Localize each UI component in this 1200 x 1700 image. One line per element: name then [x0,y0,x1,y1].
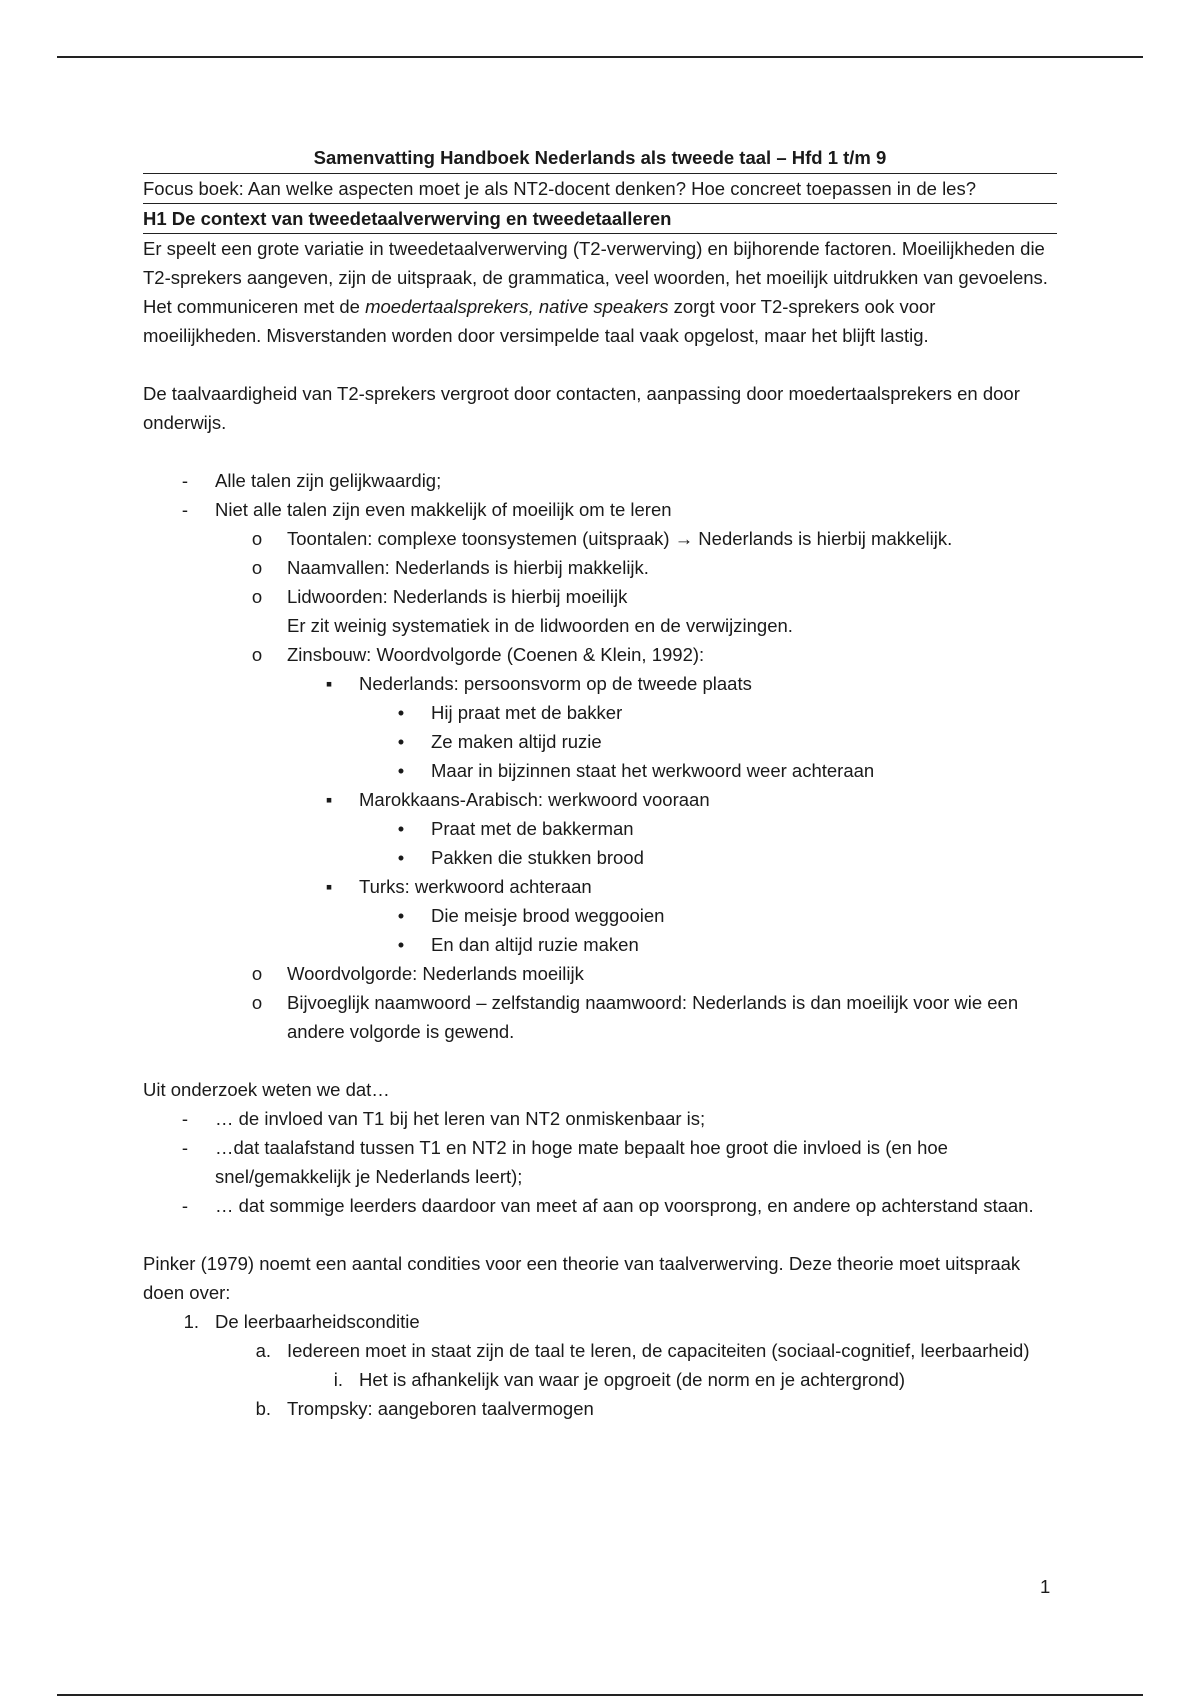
bullet-marker: • [397,818,405,839]
list-item [143,814,1057,843]
list-item [143,640,1057,669]
page-top-rule [57,56,1143,58]
dash-marker: - [181,1137,189,1158]
list-item [143,988,1057,1046]
list-item-text: Hij praat met de bakker [431,702,623,723]
languages-list [143,466,1057,1046]
research-list [143,1104,1057,1220]
list-item-text: Maar in bijzinnen staat het werkwoord weer achteraan [431,760,875,781]
list-item-text: Praat met de bakkerman [431,818,634,839]
dash-marker: - [181,1108,189,1129]
list-item-text: Het is afhankelijk van waar je opgroeit (de norm en je achtergrond) [359,1369,906,1390]
list-item [143,495,1057,524]
list-item [143,901,1057,930]
list-item [143,553,1057,582]
number-marker: 1. [183,1311,199,1332]
list-item-text: Bijvoeglijk naamwoord – zelfstandig naamwoord: Nederlands is dan moeilijk voor wie een andere volgorde is gewend. [287,992,1019,1042]
dash-marker: - [181,470,189,491]
list-item-text: Turks: werkwoord achteraan [359,876,592,897]
list-item [143,756,1057,785]
list-item [143,466,1057,495]
pinker-list [143,1307,1057,1423]
circle-marker: o [251,586,263,607]
dash-marker: - [181,499,189,520]
list-item-text: Niet alle talen zijn even makkelijk of moeilijk om te leren [215,499,672,520]
list-item-text: Alle talen zijn gelijkwaardig; [215,470,442,491]
list-item [143,843,1057,872]
list-item-text: … dat sommige leerders daardoor van meet af aan op voorsprong, en andere op achterstand staan. [215,1195,1034,1216]
list-item-text: Ze maken altijd ruzie [431,731,602,752]
research-intro: Uit onderzoek weten we dat… [143,1079,390,1100]
list-item [143,1365,1057,1394]
list-item-text: Pakken die stukken brood [431,847,644,868]
pinker-intro: Pinker (1979) noemt een aantal condities voor een theorie van taalverwerving. Deze theorie moet uitspraak doen over: [143,1253,1021,1303]
list-item-text: Trompsky: aangeboren taalvermogen [287,1398,594,1419]
list-item-text: …dat taalafstand tussen T1 en NT2 in hoge mate bepaalt hoe groot die invloed is (en hoe snel/gemakkelijk je Nederlands leert); [215,1137,948,1187]
intro-italic-term: moedertaalsprekers, native speakers [365,296,669,317]
list-item-text: Naamvallen: Nederlands is hierbij makkelijk. [287,557,649,578]
list-item-text: En dan altijd ruzie maken [431,934,639,955]
document-title: Samenvatting Handboek Nederlands als tweede taal – Hfd 1 t/m 9 [143,143,1057,174]
circle-marker: o [251,963,263,984]
list-item [143,872,1057,901]
list-item-text: Lidwoorden: Nederlands is hierbij moeilijk [287,586,628,607]
letter-marker: b. [255,1398,271,1419]
list-item [143,582,1057,611]
list-item [143,1307,1057,1336]
list-item-text: De leerbaarheidsconditie [215,1311,420,1332]
list-item [143,698,1057,727]
page-bottom-rule [57,1694,1143,1696]
square-marker: ▪ [325,876,333,897]
list-item [143,1394,1057,1423]
square-marker: ▪ [325,673,333,694]
circle-marker: o [251,992,263,1013]
square-marker: ▪ [325,789,333,810]
list-item-text: Nederlands: persoonsvorm op de tweede plaats [359,673,752,694]
list-item [143,1104,1057,1133]
list-item [143,1133,1057,1191]
focus-line: Focus boek: Aan welke aspecten moet je als NT2-docent denken? Hoe concreet toepassen in de les? [143,174,1057,204]
bullet-marker: • [397,760,405,781]
list-item-text: Marokkaans-Arabisch: werkwoord vooraan [359,789,710,810]
circle-marker: o [251,557,263,578]
bullet-marker: • [397,905,405,926]
list-item [143,959,1057,988]
list-item-continuation [143,611,1057,640]
list-item-text: Er zit weinig systematiek in de lidwoorden en de verwijzingen. [287,615,793,636]
proficiency-paragraph: De taalvaardigheid van T2-sprekers vergroot door contacten, aanpassing door moedertaalsprekers en door onderwijs. [143,383,1020,433]
list-item-text: Iedereen moet in staat zijn de taal te leren, de capaciteiten (sociaal-cognitief, leerbaarheid) [287,1340,1030,1361]
intro-paragraph [143,234,1057,350]
list-item [143,669,1057,698]
bullet-marker: • [397,847,405,868]
list-item [143,1191,1057,1220]
list-item-text: Zinsbouw: Woordvolgorde (Coenen & Klein, 1992): [287,644,705,665]
letter-marker: a. [255,1340,271,1361]
circle-marker: o [251,644,263,665]
list-item [143,727,1057,756]
chapter-heading: H1 De context van tweedetaalverwerving en tweedetaalleren [143,204,1057,234]
list-item-text: Die meisje brood weggooien [431,905,665,926]
intro-text-1: Er speelt een grote variatie in tweedetaalverwerving (T2-verwerving) en bijhorende factoren. Moeilijkheden die T2-sprekers aangeven, zijn de uitspraak, de grammatica, veel woorden, het moeilijk uitdrukken van gevoelens. Het communiceren met de [143,238,1048,317]
bullet-marker: • [397,731,405,752]
list-item [143,524,1057,553]
document-page [143,143,1057,1423]
dash-marker: - [181,1195,189,1216]
bullet-marker: • [397,702,405,723]
list-item-text: … de invloed van T1 bij het leren van NT2 onmiskenbaar is; [215,1108,706,1129]
list-item [143,785,1057,814]
list-item-text: Toontalen: complexe toonsystemen (uitspraak) → Nederlands is hierbij makkelijk. [287,528,953,549]
intro-text-2: zorgt voor T2-sprekers ook voor moeilijkheden. Misverstanden worden door versimpelde taal vaak opgelost, maar het blijft lastig. [143,296,936,346]
list-item [143,1336,1057,1365]
list-item-text: Woordvolgorde: Nederlands moeilijk [287,963,584,984]
circle-marker: o [251,528,263,549]
page-number: 1 [1040,1576,1051,1597]
bullet-marker: • [397,934,405,955]
roman-marker: i. [333,1369,343,1390]
list-item [143,930,1057,959]
